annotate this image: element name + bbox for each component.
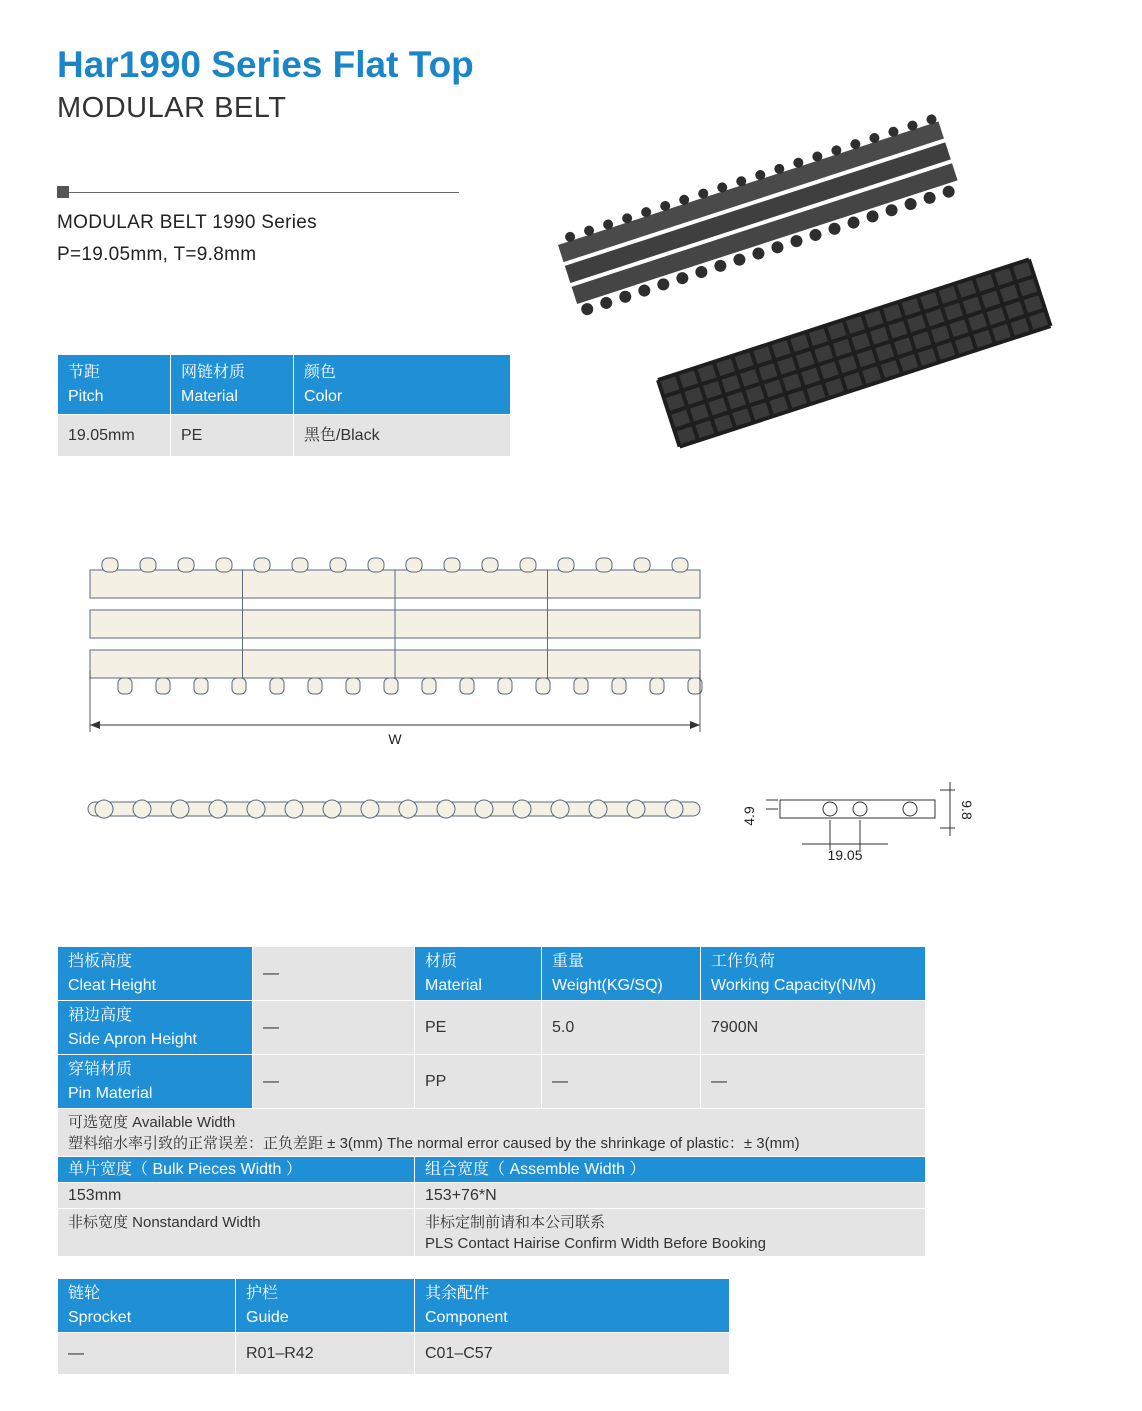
belt-top-view-drawing xyxy=(80,550,710,750)
section-divider xyxy=(57,186,459,200)
page-title: Har1990 Series Flat Top xyxy=(57,44,474,85)
header-material: 网链材质 Material xyxy=(171,355,294,415)
header-color: 颜色 Color xyxy=(294,355,511,415)
series-name: MODULAR BELT 1990 Series xyxy=(57,212,317,233)
pitch-value: 19.05mm xyxy=(58,415,171,457)
width-note: 可选宽度 Available Width 塑料缩水率引致的正常误差：正负差距 ± 3(mm) The normal error caused by the shrinkage of plastic：± 3(mm) xyxy=(58,1109,926,1157)
half-thickness-dimension: 4.9 xyxy=(741,806,757,826)
nonstandard-width-note: 非标定制前请和本公司联系 PLS Contact Hairise Confirm Width Before Booking xyxy=(415,1209,926,1257)
color-value: 黑色/Black xyxy=(294,415,511,457)
pin-weight-value: — xyxy=(542,1055,701,1109)
side-apron-height-label: 裙边高度 Side Apron Height xyxy=(58,1001,253,1055)
weight-header: 重量 Weight(KG/SQ) xyxy=(542,947,701,1001)
pitch-thickness: P=19.05mm, T=9.8mm xyxy=(57,244,257,265)
component-value: C01–C57 xyxy=(415,1333,730,1375)
pin-material-label: 穿销材质 Pin Material xyxy=(58,1055,253,1109)
component-header: 其余配件 Component xyxy=(415,1279,730,1333)
cleat-height-value: — xyxy=(253,947,415,1001)
bulk-width-value: 153mm xyxy=(58,1183,415,1209)
pin-material-type: PP xyxy=(415,1055,542,1109)
bulk-width-header: 单片宽度（ Bulk Pieces Width ） xyxy=(58,1157,415,1183)
capacity-header: 工作负荷 Working Capacity(N/M) xyxy=(701,947,926,1001)
sprocket-header: 链轮 Sprocket xyxy=(58,1279,236,1333)
square-bullet-icon xyxy=(57,186,69,198)
pin-material-value: — xyxy=(253,1055,415,1109)
header-pitch: 节距 Pitch xyxy=(58,355,171,415)
material-value: PE xyxy=(171,415,294,457)
side-apron-height-value: — xyxy=(253,1001,415,1055)
nonstandard-width-label: 非标宽度 Nonstandard Width xyxy=(58,1209,415,1257)
assemble-width-header: 组合宽度（ Assemble Width ） xyxy=(415,1157,926,1183)
assemble-width-value: 153+76*N xyxy=(415,1183,926,1209)
performance-table xyxy=(57,946,926,1257)
belt-weight-value: 5.0 xyxy=(542,1001,701,1055)
belt-photo xyxy=(548,120,1048,440)
pin-capacity-value: — xyxy=(701,1055,926,1109)
page-subtitle: MODULAR BELT xyxy=(57,92,287,124)
sprocket-value: — xyxy=(58,1333,236,1375)
width-label: W xyxy=(388,731,402,747)
belt-side-view-drawing xyxy=(80,790,710,830)
spec-table xyxy=(57,354,511,457)
pitch-dimension: 19.05 xyxy=(827,847,863,863)
thickness-dimension: 9.8 xyxy=(959,800,975,820)
accessories-table xyxy=(57,1278,730,1375)
guide-header: 护栏 Guide xyxy=(236,1279,415,1333)
belt-material-value: PE xyxy=(415,1001,542,1055)
belt-capacity-value: 7900N xyxy=(701,1001,926,1055)
pitch-detail-drawing xyxy=(740,778,975,868)
material-header: 材质 Material xyxy=(415,947,542,1001)
guide-value: R01–R42 xyxy=(236,1333,415,1375)
cleat-height-label: 挡板高度 Cleat Height xyxy=(58,947,253,1001)
